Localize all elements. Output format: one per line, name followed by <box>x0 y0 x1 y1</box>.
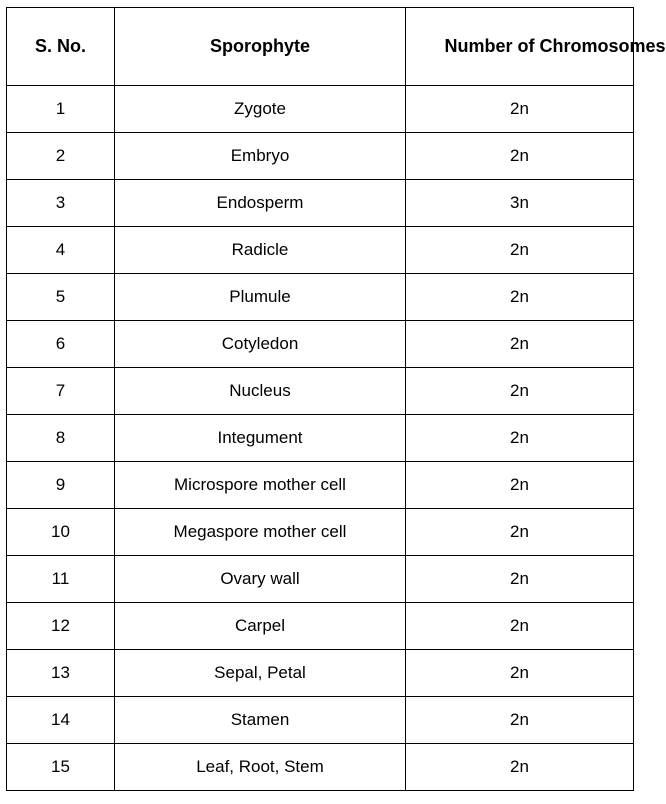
table-row <box>7 86 634 133</box>
table-row <box>7 556 634 603</box>
header-sporophyte: Sporophyte <box>115 8 406 86</box>
cell-chromosome-count: 2n <box>406 368 634 415</box>
table-row <box>7 650 634 697</box>
cell-chromosome-count: 2n <box>406 321 634 368</box>
cell-serial-number: 13 <box>7 650 115 697</box>
table-header <box>7 8 666 86</box>
cell-chromosome-count: 2n <box>406 133 634 180</box>
cell-chromosome-count: 2n <box>406 86 634 133</box>
cell-serial-number: 5 <box>7 274 115 321</box>
cell-serial-number: 1 <box>7 86 115 133</box>
cell-sporophyte: Embryo <box>115 133 406 180</box>
cell-sporophyte: Carpel <box>115 603 406 650</box>
header-chromosome-count-text: Number of Chromosomes <box>444 36 666 56</box>
cell-serial-number: 4 <box>7 227 115 274</box>
cell-serial-number: 8 <box>7 415 115 462</box>
cell-sporophyte: Sepal, Petal <box>115 650 406 697</box>
table-row <box>7 509 634 556</box>
cell-sporophyte: Radicle <box>115 227 406 274</box>
cell-chromosome-count: 2n <box>406 274 634 321</box>
cell-serial-number: 7 <box>7 368 115 415</box>
cell-chromosome-count: 2n <box>406 603 634 650</box>
table-row <box>7 227 634 274</box>
table-row <box>7 697 634 744</box>
cell-sporophyte: Integument <box>115 415 406 462</box>
cell-serial-number: 12 <box>7 603 115 650</box>
chromosome-table <box>6 7 666 791</box>
table-row <box>7 415 634 462</box>
cell-chromosome-count: 2n <box>406 227 634 274</box>
cell-serial-number: 6 <box>7 321 115 368</box>
cell-serial-number: 15 <box>7 744 115 791</box>
cell-serial-number: 10 <box>7 509 115 556</box>
cell-chromosome-count: 2n <box>406 509 634 556</box>
cell-sporophyte: Megaspore mother cell <box>115 509 406 556</box>
cell-sporophyte: Ovary wall <box>115 556 406 603</box>
header-serial-number: S. No. <box>7 8 115 86</box>
cell-serial-number: 11 <box>7 556 115 603</box>
table-row <box>7 133 634 180</box>
cell-sporophyte: Plumule <box>115 274 406 321</box>
cell-sporophyte: Stamen <box>115 697 406 744</box>
cell-sporophyte: Microspore mother cell <box>115 462 406 509</box>
cell-chromosome-count: 2n <box>406 462 634 509</box>
cell-serial-number: 9 <box>7 462 115 509</box>
cell-chromosome-count: 2n <box>406 697 634 744</box>
cell-serial-number: 14 <box>7 697 115 744</box>
cell-chromosome-count: 2n <box>406 415 634 462</box>
table-row <box>7 321 634 368</box>
cell-serial-number: 2 <box>7 133 115 180</box>
cell-chromosome-count: 2n <box>406 650 634 697</box>
cell-sporophyte: Zygote <box>115 86 406 133</box>
cell-sporophyte: Nucleus <box>115 368 406 415</box>
header-row <box>7 8 634 86</box>
cell-sporophyte: Cotyledon <box>115 321 406 368</box>
table-row <box>7 462 634 509</box>
table-row <box>7 368 634 415</box>
table-row <box>7 274 634 321</box>
table-body <box>7 86 634 791</box>
header-chromosome-count <box>406 8 666 86</box>
cell-sporophyte: Endosperm <box>115 180 406 227</box>
table-row <box>7 744 634 791</box>
cell-chromosome-count: 3n <box>406 180 634 227</box>
table-row <box>7 603 634 650</box>
cell-serial-number: 3 <box>7 180 115 227</box>
cell-chromosome-count: 2n <box>406 744 634 791</box>
table-row <box>7 180 634 227</box>
cell-sporophyte: Leaf, Root, Stem <box>115 744 406 791</box>
cell-chromosome-count: 2n <box>406 556 634 603</box>
